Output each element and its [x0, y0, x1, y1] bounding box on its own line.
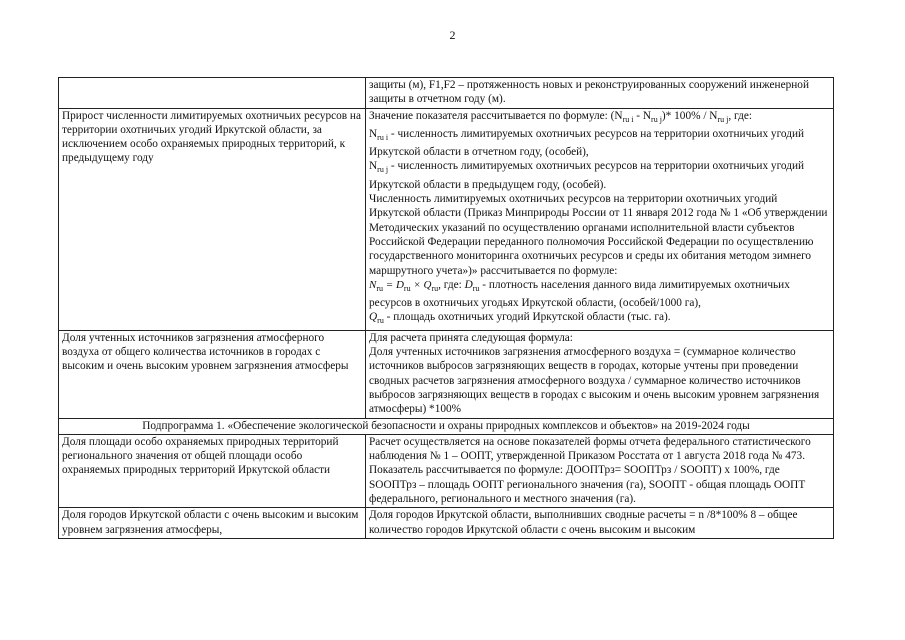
indicator-table	[58, 77, 834, 539]
formula-intro: Значение показателя рассчитывается по формуле: $(N_{ru i} - N_{ru j})*$ $100\% / N_{ru j}$, где:	[369, 109, 752, 124]
cell-indicator-name: Прирост численности лимитируемых охотничьих ресурсов на территории охотничьих угодий Иркутской области, за исключением особо охраняемых природных территорий, к предыдущему году	[59, 108, 366, 330]
cell-formula-continuation: защиты (м), F1,F2 – протяженность новых и реконструированных сооружений инженерной защиты в отчетном году (м).	[366, 78, 834, 109]
table-row-oopt	[59, 434, 834, 507]
formula-density: $N_{ru} = D_{ru} \times Q_{ru}$, где: $D_{ru}$ - плотность населения данного вида лимитируемых охотничьих ресурсов в охотничьих угодьях Иркутской области, (особей/1000 га),	[369, 278, 790, 310]
page-number: 2	[449, 28, 456, 42]
cell-calculation-method	[366, 108, 834, 330]
cell-calculation-method: Доля городов Иркутской области, выполнивших сводные расчеты = n /8*100% 8 – общее количество городов Иркутской области с очень высоким и высоким	[366, 508, 834, 539]
subprogram-heading: Подпрограмма 1. «Обеспечение экологической безопасности и охраны природных комплексов и объектов» на 2019-2024 годы	[59, 418, 834, 434]
table-row-game-resources	[59, 108, 834, 330]
cell-calculation-method	[366, 330, 834, 418]
cell-indicator-name: Доля учтенных источников загрязнения атмосферного воздуха от общего количества источников в городах с высоким и очень высоким уровнем загрязнения атмосферы	[59, 330, 366, 418]
formula-text: Доля учтенных источников загрязнения атмосферного воздуха = (суммарное количество источников выбросов загрязняющих веществ в городах, которые учтены при проведении сводных расчетов загрязнения атмосферного воздуха / суммарное количество источников выбросов загрязняющих веществ в городах с высоким и очень высоким уровнем загрязнения атмосферы) *100%	[369, 346, 820, 416]
cell-indicator-name: Доля городов Иркутской области с очень высоким и высоким уровнем загрязнения атмосферы,	[59, 508, 366, 539]
formula-image: $N_{ru} = D_{ru} \times Q_{ru}$	[369, 278, 439, 293]
definition-qru: $Q_{ru}$ - площадь охотничьих угодий Иркутской области (тыс. га).	[369, 311, 671, 326]
formula-intro: Для расчета принята следующая формула:	[369, 331, 573, 344]
table-row-subprogram	[59, 418, 834, 434]
method-description: Численность лимитируемых охотничьих ресурсов на территории охотничьих угодий Иркутской области (Приказ Минприроды России от 11 января 2012 года № 1 «Об утверждении Методических указаний по осуществлению органами исполнительной власти субъектов Российской Федерации переданного полномочия Российской Федерации по осуществлению государственного мониторинга охотничьих ресурсов и среды их обитания методом зимнего маршрутного учета»)» рассчитывается по формуле:	[369, 193, 828, 277]
table-row-continuation	[59, 78, 834, 109]
table-row-cities	[59, 508, 834, 539]
definition-nrui: $N_{ru i}$ - численность лимитируемых охотничьих ресурсов на территории охотничьих угодий Иркутской области в отчетном году, (особей),	[369, 127, 805, 159]
cell-indicator-name: Доля площади особо охраняемых природных территорий регионального значения от общей площади особо охраняемых природных территорий Иркутской области	[59, 434, 366, 507]
cell-empty	[59, 78, 366, 109]
table-row-air-sources	[59, 330, 834, 418]
definition-nruj: $N_{ru j}$ - численность лимитируемых охотничьих ресурсов на территории охотничьих угодий Иркутской области в предыдущем году, (особей).	[369, 160, 805, 191]
cell-calculation-method: Расчет осуществляется на основе показателей формы отчета федерального статистического наблюдения № 1 – ООПТ, утвержденной Приказом Росстата от 1 августа 2018 года № 473. Показатель рассчитывается по формуле: ДООПТрз= SООПТрз / SООПТ) х 100%, где SООПТрз – площадь ООПТ регионального значения (га), SООПТ - общая площадь ООПТ федерального, регионального и местного значения (га).	[366, 434, 834, 507]
